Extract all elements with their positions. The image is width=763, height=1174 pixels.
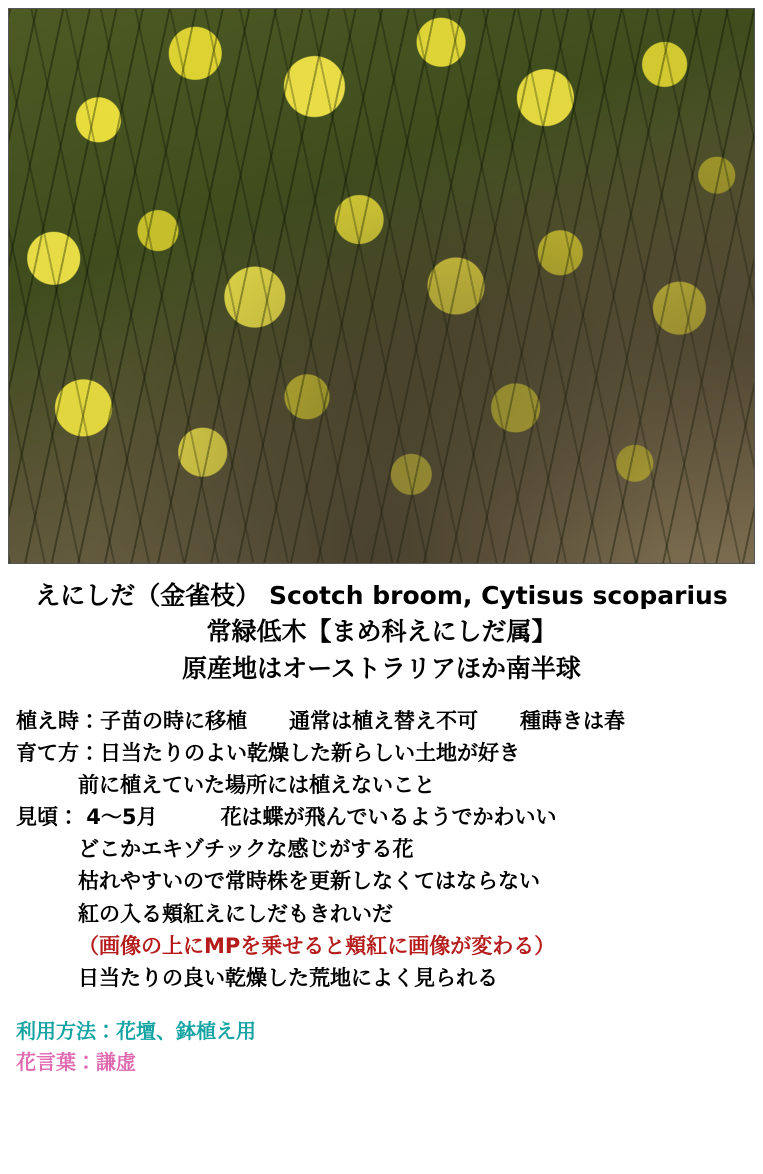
page-title: えにしだ（金雀枝） Scotch broom, Cytisus scoparius [35,581,728,610]
blooming-season-line: 見頃： 4〜5月 花は蝶が飛んでいるようでかわいい [16,805,557,830]
usage-line: 利用方法：花壇、鉢植え用 [16,1018,256,1043]
title-group [12,578,751,687]
care-info-group [12,705,751,994]
renewal-note-line: 枯れやすいので常時株を更新しなくてはならない [78,869,540,894]
hover-image-note: （画像の上にMPを乗せると頬紅に画像が変わる） [78,933,556,958]
title-subline-classification: 常緑低木【まめ科えにしだ属】 [206,617,557,647]
title-subline-origin: 原産地はオーストラリアほか南半球 [182,653,581,683]
growing-method-line: 育て方：日当たりのよい乾燥した新らしい土地が好き [16,740,520,765]
description-block [8,564,755,1078]
flower-impression-line: どこかエキゾチックな感じがする花 [78,837,414,862]
habitat-line: 日当たりの良い乾燥した荒地によく見られる [78,965,498,990]
planting-time-line: 植え時：子苗の時に移植 通常は植え替え不可 種蒔きは春 [16,708,625,733]
footer-group [12,1016,751,1078]
photo-shading-layer [9,9,754,563]
growing-method-note: 前に植えていた場所には植えないこと [78,773,435,797]
red-variety-line: 紅の入る頬紅えにしだもきれいだ [78,901,393,926]
plant-photo [8,8,755,564]
flower-language-line: 花言葉：謙虚 [16,1049,136,1074]
